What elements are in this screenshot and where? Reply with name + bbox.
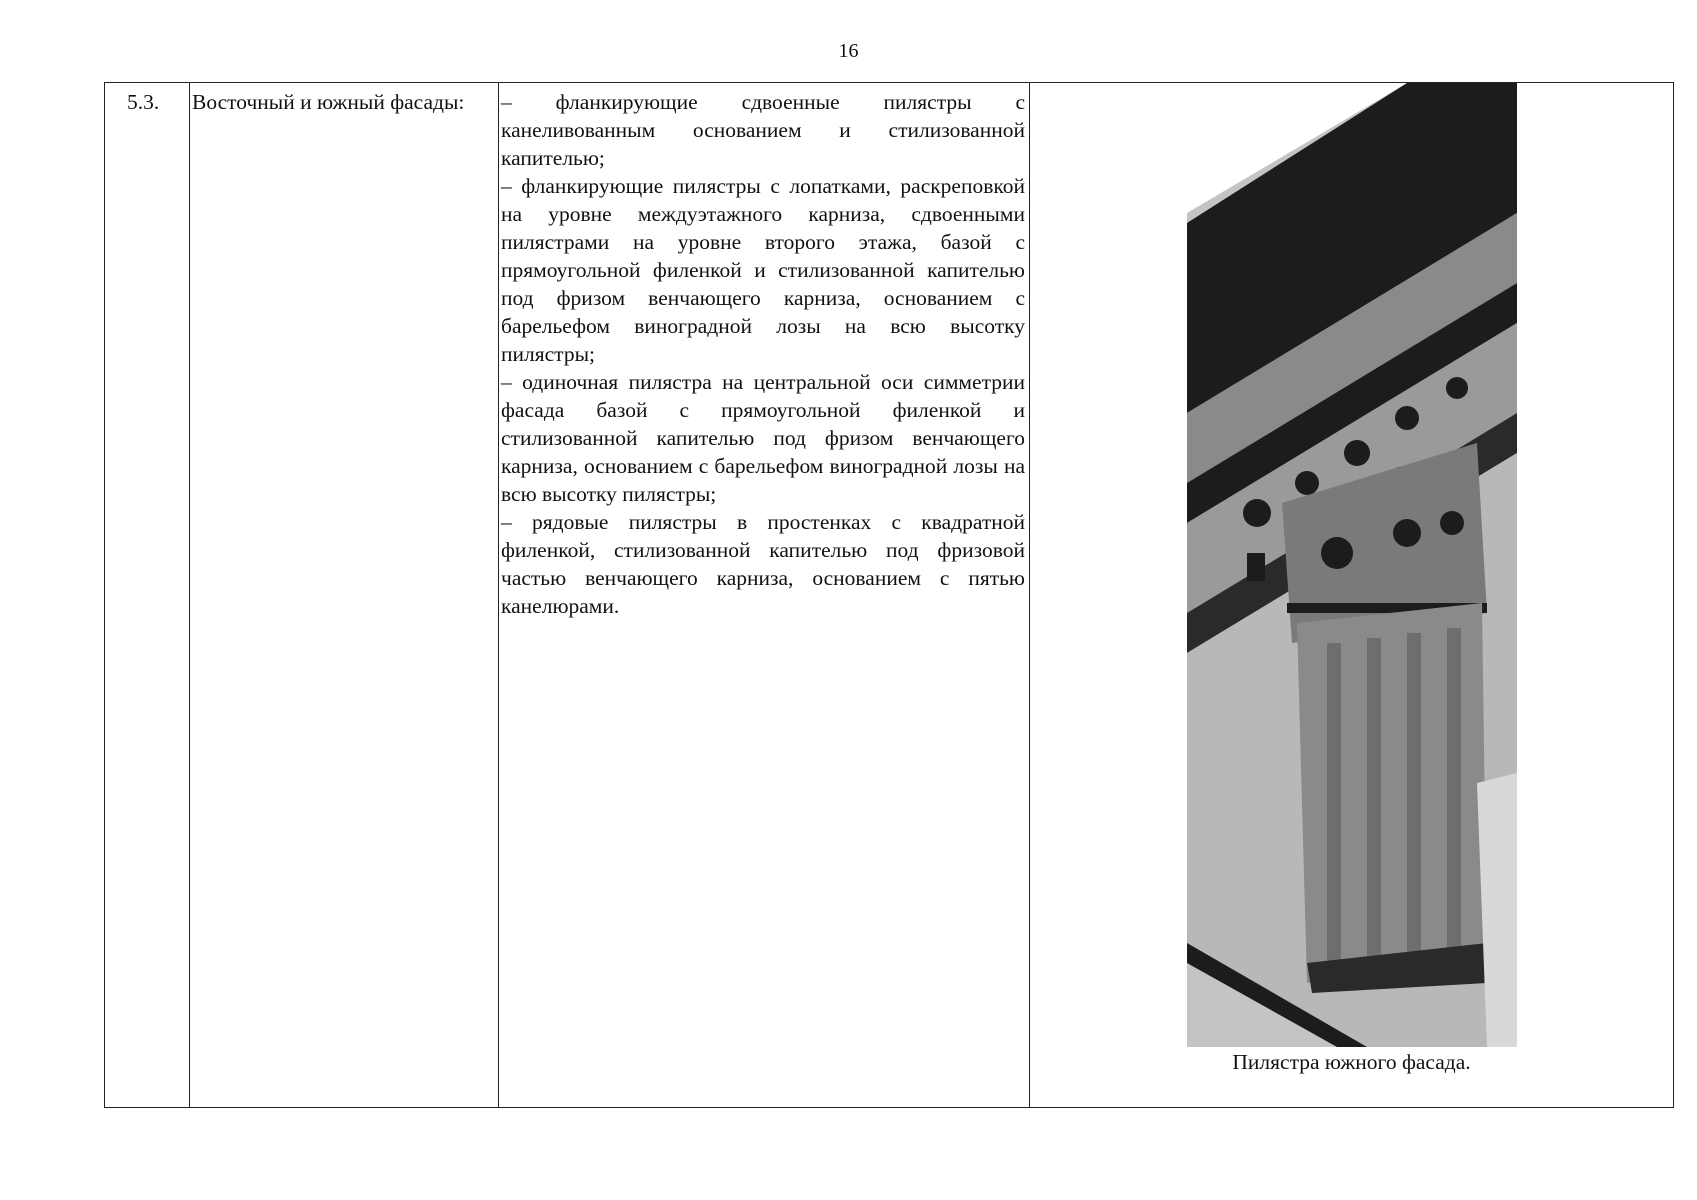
description-list xyxy=(499,83,1029,620)
pilaster-photo xyxy=(1187,83,1517,1047)
row-name: Восточный и южный фасады: xyxy=(192,90,465,114)
page-number: 16 xyxy=(838,40,859,62)
description-item: – рядовые пилястры в простенках с квадратной филенкой, стилизованной капителью под фризовой частью венчающего карниза, основанием с пятью канелюрами. xyxy=(501,510,1025,618)
row-photo-cell xyxy=(1030,83,1674,1108)
pilaster-photo-image xyxy=(1187,83,1517,1047)
description-item: – фланкирующие сдвоенные пилястры с канеливованным основанием и стилизованной капителью; xyxy=(501,90,1025,170)
table-row xyxy=(105,83,1674,1108)
photo-caption: Пилястра южного фасада. xyxy=(1232,1050,1471,1074)
description-item: – фланкирующие пилястры с лопатками, раскреповкой на уровне междуэтажного карниза, сдвоенными пилястрами на уровне второго этажа, базой с прямоугольной филенкой и стилизованной капителью под фризом венчающего карниза, основанием с барельефом виноградной лозы на всю высотку пилястры; xyxy=(501,174,1025,366)
row-number: 5.3. xyxy=(127,90,160,114)
row-description-cell xyxy=(499,83,1030,1108)
row-number-cell xyxy=(105,83,190,1108)
row-name-cell xyxy=(190,83,499,1108)
document-table xyxy=(104,82,1674,1108)
description-item: – одиночная пилястра на центральной оси симметрии фасада базой с прямоугольной филенкой и стилизованной капителью под фризом венчающего карниза, основанием с барельефом виноградной лозы на всю высотку пилястры; xyxy=(501,370,1025,506)
